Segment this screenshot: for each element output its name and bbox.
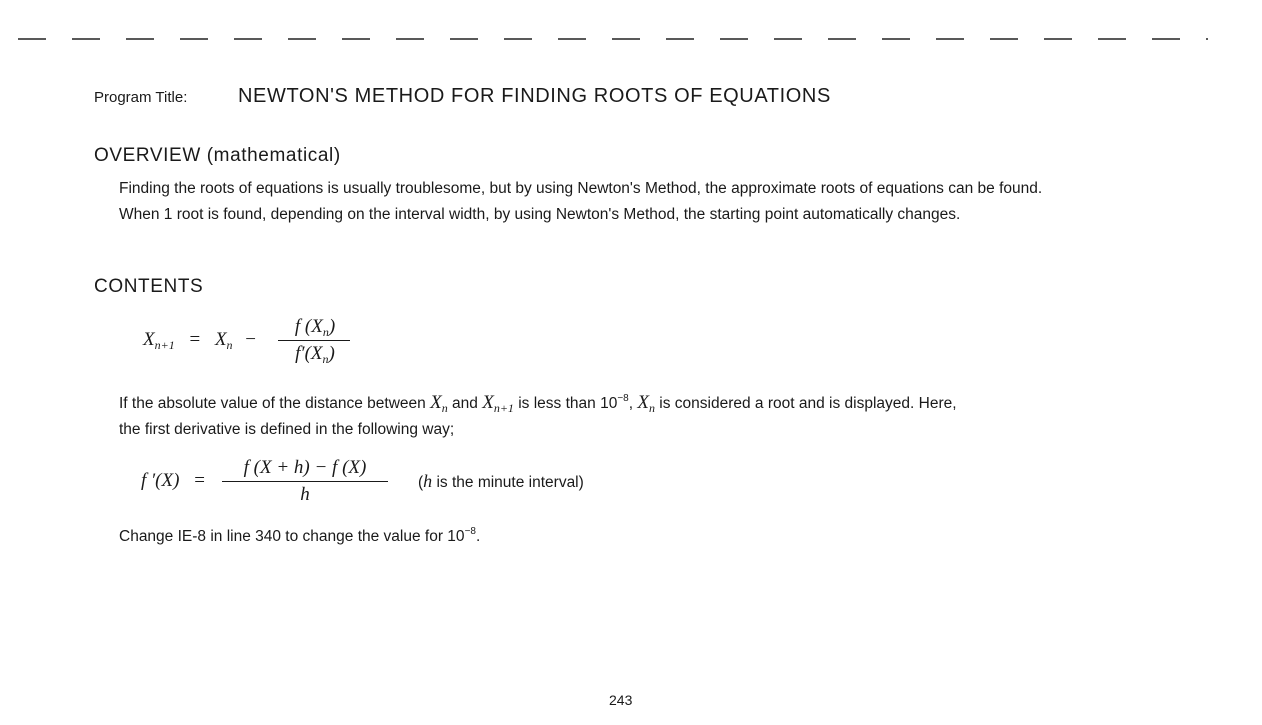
page-number: 243 bbox=[609, 692, 633, 708]
convergence-text: If the absolute value of the distance between $X_n$ and $X_{n+1}$ is less than $10^{-8}$, $X_n$ is considered a root and is displayed. Here, the first derivative is defined in the following way; bbox=[119, 392, 957, 438]
program-title: NEWTON'S METHOD FOR FINDING ROOTS OF EQUATIONS bbox=[238, 85, 831, 107]
program-title-label: Program Title: bbox=[94, 89, 188, 106]
derivative-formula: f ′(X) = bbox=[141, 470, 205, 491]
contents-heading: CONTENTS bbox=[94, 276, 204, 297]
derivative-numerator: f (X + h) − f (X) bbox=[243, 457, 367, 478]
change-note: Change IE-8 in line 340 to change the value for $10^{-8}$. bbox=[119, 526, 481, 545]
derivative-fraction-bar bbox=[222, 481, 388, 482]
fraction-bar bbox=[278, 340, 350, 341]
newton-formula: $X_{n+1} = X_n$ − bbox=[143, 329, 257, 352]
newton-numerator: f $(X_n)$ bbox=[294, 316, 336, 339]
derivative-denominator: h bbox=[300, 484, 310, 505]
overview-line-2: When 1 root is found, depending on the interval width, by using Newton's Method, the starting point automatically changes. bbox=[119, 206, 961, 223]
overview-text bbox=[119, 176, 1159, 228]
overview-heading: OVERVIEW (mathematical) bbox=[94, 145, 341, 166]
overview-line-1: Finding the roots of equations is usually troublesome, but by using Newton's Method, the approximate roots of equations can be found. bbox=[119, 180, 1043, 197]
minute-interval-note: (h is the minute interval) bbox=[418, 471, 584, 491]
newton-denominator: $f'(X_n)$ bbox=[295, 343, 335, 366]
dashed-rule bbox=[18, 36, 1208, 42]
